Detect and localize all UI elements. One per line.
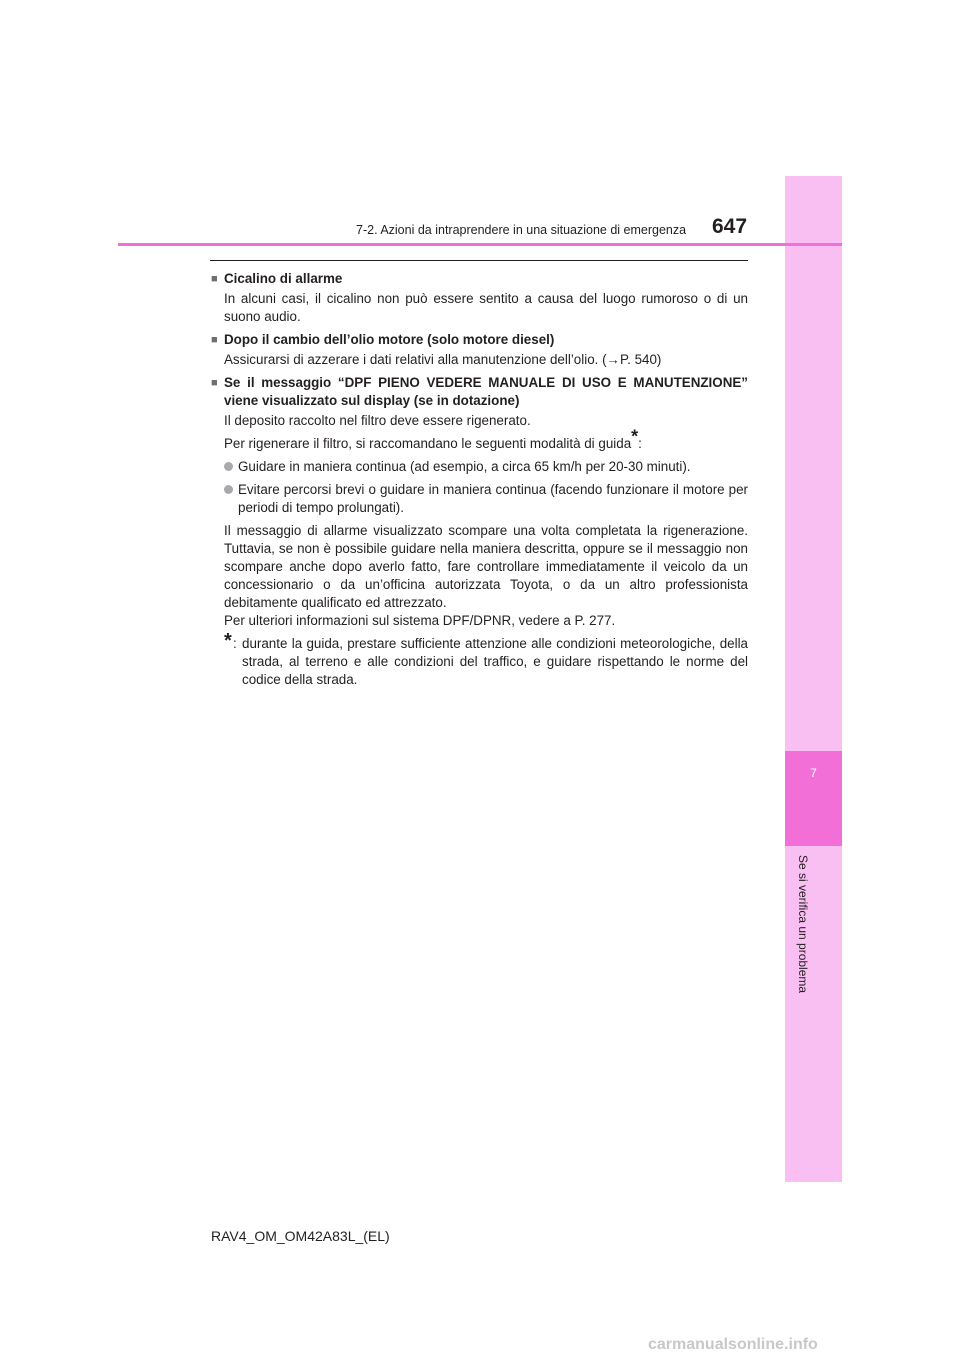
section-paragraph: Assicurarsi di azzerare i dati relativi alla manutenzione dell’olio. (→P. 540) [224,352,662,367]
section-heading: Se il messaggio “DPF PIENO VEDERE MANUALE DI USO E MANUTENZIONE” viene visualizzato sul display (se in dotazione) [224,375,748,408]
chapter-tab-number: 7 [810,766,817,780]
section-paragraph: In alcuni casi, il cicalino non può essere sentito a causa del luogo rumoroso o di un suono audio. [224,291,748,324]
section-paragraph: Il deposito raccolto nel filtro deve essere rigenerato. [224,413,531,428]
list-item-text: Evitare percorsi brevi o guidare in maniera continua (facendo funzionare il motore per periodi di tempo prolungati). [238,482,748,515]
section-paragraph-driving-modes [224,426,748,453]
chapter-title-vertical: Se si verifica un problema [796,855,810,994]
section-square-icon: ■ [211,273,218,285]
footnote [224,630,748,689]
list-item-text: Guidare in maniera continua (ad esempio, a circa 65 km/h per 20-30 minuti). [238,459,691,474]
section-dpf-message [211,374,748,689]
section-paragraph-reference: Per ulteriori informazioni sul sistema DPF/DPNR, vedere a P. 277. [224,613,616,628]
watermark: carmanualsonline.info [648,1336,818,1353]
page-content [211,270,748,694]
document-code: RAV4_OM_OM42A83L_(EL) [211,1228,390,1244]
page-number: 647 [712,215,748,238]
list-item [224,481,748,517]
footnote-colon: : [233,636,237,651]
section-title: 7-2. Azioni da intraprendere in una situazione di emergenza [356,223,687,237]
list-item [224,458,748,476]
section-square-icon: ■ [211,377,218,389]
section-paragraph: Il messaggio di allarme visualizzato scompare una volta completata la rigenerazione. Tuttavia, se non è possibile guidare nella maniera descritta, oppure se il messaggio non scompare anche dopo averlo fatto, fare controllare immediatamente il veicolo da un concessionario o da un’officina autorizzata Toyota, o da un altro professionista debitamente qualificato ed attrezzato. [224,523,748,610]
intro-colon: : [638,436,642,451]
section-heading: Dopo il cambio dell’olio motore (solo motore diesel) [224,332,555,347]
chapter-sidebar [785,176,842,1182]
section-oil-change [211,331,748,369]
footnote-asterisk: * [224,630,232,652]
intro-text: Per rigenerare il filtro, si raccomandano le seguenti modalità di guida [224,436,632,451]
section-buzzer [211,270,748,326]
header-rule [118,243,842,246]
bullet-dot-icon [224,485,233,494]
section-heading: Cicalino di allarme [224,271,343,286]
section-square-icon: ■ [211,334,218,346]
footnote-text: durante la guida, prestare sufficiente attenzione alle condizioni meteorologiche, della strada, al terreno e alle condizioni del traffico, e guidare rispettando le norme del codice della strada. [242,636,748,687]
bullet-dot-icon [224,462,233,471]
footnote-asterisk: * [631,426,639,447]
content-rule [210,260,748,261]
